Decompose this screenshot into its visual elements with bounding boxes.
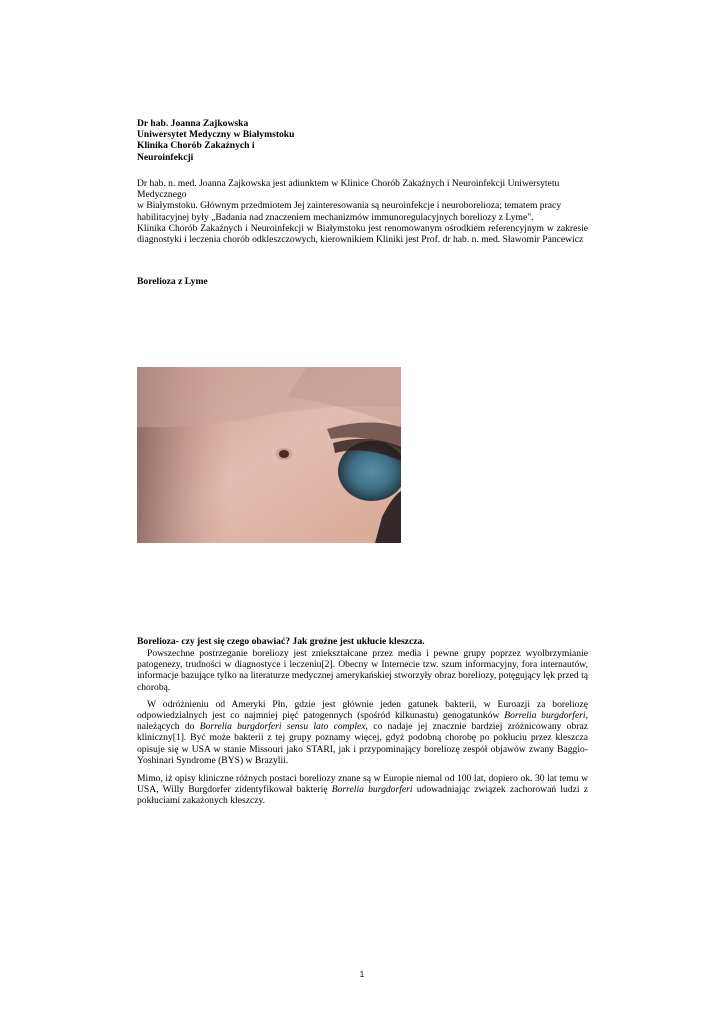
p3-text-a: Mimo, iż opisy kliniczne różnych postaci boreliozy znane są w Europie niemal od 100 lat, dopiero ok. 30 lat temu w USA, Willy Burgdorfer zidentyfikował bakterię <box>137 773 588 796</box>
section-title: Borelioza z Lyme <box>137 276 208 287</box>
author-name: Dr hab. Joanna Zajkowska <box>137 118 249 129</box>
page-number: 1 <box>359 970 365 979</box>
p2-text-a: W odróżnieniu od Ameryki Płn, gdzie jest głównie jeden gatunek bakterii, w Euroazji za boreliozę odpowiedzialnych jest co najmniej pięć patogennych (spośród kilkunastu) genogatunków <box>137 698 588 722</box>
tick-bite-photo <box>137 367 401 543</box>
author-university: Uniwersytet Medyczny w Białymstoku <box>137 129 295 141</box>
author-clinic: Klinika Chorób Zakaźnych i <box>137 140 255 152</box>
p2-italic-complex: Borrelia burgdorferi sensu lato complex, <box>199 721 368 733</box>
paragraph-2 <box>137 699 588 766</box>
p2-text-e: co nadaje jej znacznie bardziej zróżnicowany obraz kliniczny[1]. Być może bakterii z tej grupy poznamy więcej, gdyż podobną chorobę po pokłuciu przez kleszcza opisuje się w USA w stanie Missouri jako STARI, jak i przypominający boreliozę zespół objawów zwany Baggio-Yoshinari Syndrome (BYS) w Brazylii. <box>137 721 588 766</box>
author-header <box>137 118 588 163</box>
author-bio <box>137 178 588 245</box>
article <box>137 636 588 814</box>
bio-line-1: Dr hab. n. med. Joanna Zajkowska jest adiunktem w Klinice Chorób Zakaźnych i Neuroinfekcji Uniwersytetu Medycznego <box>137 178 560 201</box>
author-clinic-cont: Neuroinfekcji <box>137 151 194 163</box>
paragraph-3 <box>137 773 588 807</box>
p2-italic-species: Borrelia burgdorferi, <box>504 710 588 722</box>
paragraph-1: Powszechne postrzeganie boreliozy jest zniekształcane przez media i pewne grupy poprzez wyolbrzymianie patogenezy, trudności w diagnostyce i leczeniu[2]. Obecny w Internecie tzw. szum informacyjny, fora internautów, informacje bazujące tylko na literaturze medycznej amerykańskiej stworzyły obraz boreliozy, potęgujący lęk przed tą chorobą. <box>137 648 588 693</box>
article-heading: Borelioza- czy jest się czego obawiać? Jak groźne jest ukłucie kleszcza. <box>137 636 425 647</box>
bio-line-3: Klinika Chorób Zakaźnych i Neuroinfekcji w Białymstoku jest renomowanym ośrodkiem referencyjnym w zakresie diagnostyki i leczenia chorób odkleszczowych, kierownikiem Kliniki jest Prof. dr hab. n. med. Sławomir Pancewicz <box>137 222 588 246</box>
bio-line-2: w Białymstoku. Głównym przedmiotem Jej zainteresowania są neuroinfekcje i neuroborelioza; tematem pracy habilitacyjnej były „Badania nad znaczeniem mechanizmów immunoregulacyjnych boreliozy z Lyme". <box>137 200 562 223</box>
p3-italic-species: Borrelia burgdorferi <box>331 784 413 796</box>
p3-text-c: udowadniając związek zachorowań ludzi z pokłuciami zakażonych kleszczy. <box>137 784 588 807</box>
p2-text-c: należących do <box>137 721 200 733</box>
